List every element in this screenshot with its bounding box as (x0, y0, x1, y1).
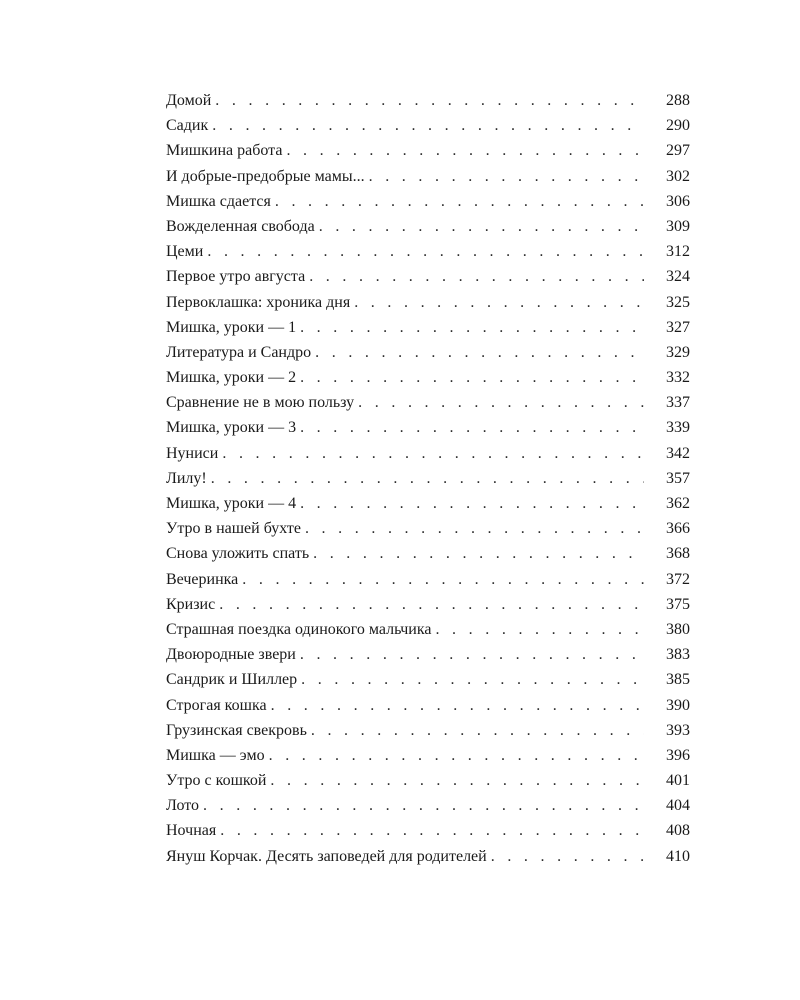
toc-entry (166, 365, 690, 390)
toc-entry (166, 667, 690, 692)
dot-leader (222, 441, 644, 466)
toc-entry (166, 491, 690, 516)
toc-entry (166, 189, 690, 214)
toc-entry (166, 415, 690, 440)
toc-entry-title: Вечеринка (166, 570, 239, 588)
toc-entry-page: 393 (666, 721, 690, 739)
dot-leader (270, 768, 644, 793)
dot-leader (369, 164, 644, 189)
toc-entry-title: Нуниси (166, 444, 219, 462)
toc-entry-page: 380 (666, 620, 690, 638)
toc-entry-page: 390 (666, 696, 690, 714)
dot-leader (305, 516, 644, 541)
toc-entry-page: 302 (666, 167, 690, 185)
toc-entry (166, 617, 690, 642)
toc-entry-title: Первоклашка: хроника дня (166, 293, 351, 311)
toc-entry-page: 309 (666, 217, 690, 235)
toc-entry-title: Строгая кошка (166, 696, 267, 714)
toc-entry (166, 693, 690, 718)
toc-entry-title: Лилу! (166, 469, 207, 487)
toc-entry (166, 214, 690, 239)
toc-entry-page: 375 (666, 595, 690, 613)
toc-entry-title: Лото (166, 797, 200, 815)
toc-entry-title: Вожделенная свобода (166, 217, 315, 235)
dot-leader (319, 214, 644, 239)
toc-entry-title: Януш Корчак. Десять заповедей для родителей (166, 847, 487, 865)
toc-entry (166, 164, 690, 189)
dot-leader (311, 718, 644, 743)
toc-entry (166, 88, 690, 113)
toc-entry (166, 541, 690, 566)
dot-leader (211, 466, 644, 491)
dot-leader (300, 365, 644, 390)
toc-entry-page: 357 (666, 469, 690, 487)
toc-entry-title: Домой (166, 92, 212, 109)
dot-leader (300, 642, 644, 667)
dot-leader (269, 743, 644, 768)
toc-entry-page: 383 (666, 646, 690, 664)
toc-entry-page: 362 (666, 495, 690, 512)
toc-entry-title: Утро с кошкой (166, 772, 267, 790)
toc-entry-page: 401 (666, 772, 690, 790)
toc-entry-page: 332 (666, 369, 690, 387)
toc-entry-page: 312 (666, 243, 690, 261)
toc-entry-title: Мишка, уроки — 3 (166, 419, 297, 437)
toc-entry (166, 340, 690, 365)
toc-entry-page: 329 (666, 343, 690, 361)
dot-leader (313, 541, 644, 566)
toc-entry (166, 743, 690, 768)
toc-entry-title: Цеми (166, 243, 204, 261)
toc-entry (166, 390, 690, 415)
toc-entry-page: 366 (666, 520, 690, 538)
toc-entry-page: 396 (666, 746, 690, 764)
toc-entry-title: Литература и Сандро (166, 343, 312, 361)
dot-leader (300, 315, 644, 340)
toc-entry (166, 592, 690, 617)
toc-entry-page: 339 (666, 419, 690, 437)
toc-entry-title: Утро в нашей бухте (166, 520, 301, 538)
toc-entry-page: 385 (666, 671, 690, 689)
toc-entry (166, 239, 690, 264)
toc-entry (166, 768, 690, 793)
toc-entry-title: Сравнение не в мою пользу (166, 394, 355, 412)
dot-leader (220, 818, 644, 843)
toc-entry-title: Грузинская свекровь (166, 721, 307, 739)
toc-entry (166, 441, 690, 466)
toc-entry (166, 718, 690, 743)
toc-entry-title: Кризис (166, 595, 216, 613)
dot-leader (286, 138, 644, 163)
dot-leader (435, 617, 644, 642)
toc-entry-page: 410 (666, 847, 690, 865)
toc-entry-title: Мишка, уроки — 2 (166, 369, 297, 387)
toc-entry-title: Мишка, уроки — 4 (166, 495, 297, 512)
dot-leader (315, 340, 644, 365)
toc-entry-title: Снова уложить спать (166, 545, 310, 563)
toc-entry-page: 290 (666, 117, 690, 135)
dot-leader (309, 264, 644, 289)
toc-entry (166, 138, 690, 163)
toc-entry-title: Первое утро августа (166, 268, 306, 286)
toc-entry (166, 290, 690, 315)
toc-entry-title: Мишка, уроки — 1 (166, 318, 297, 336)
toc-entry-page: 297 (666, 142, 690, 160)
toc-entry-title: Сандрик и Шиллер (166, 671, 298, 689)
toc-entry (166, 466, 690, 491)
dot-leader (207, 239, 644, 264)
toc-entry-page: 408 (666, 822, 690, 840)
toc-entry (166, 844, 690, 869)
toc-entry (166, 793, 690, 818)
dot-leader (215, 88, 644, 113)
toc-entry (166, 264, 690, 289)
toc-entry-page: 327 (666, 318, 690, 336)
table-of-contents (166, 88, 690, 869)
dot-leader (242, 567, 644, 592)
toc-entry-page: 372 (666, 570, 690, 588)
toc-entry (166, 567, 690, 592)
dot-leader (271, 693, 644, 718)
toc-entry-title: Мишка — эмо (166, 746, 265, 764)
dot-leader (275, 189, 644, 214)
toc-entry-title: Страшная поездка одинокого мальчика (166, 620, 432, 638)
toc-entry-page: 368 (666, 545, 690, 563)
dot-leader (203, 793, 644, 818)
toc-entry-page: 306 (666, 192, 690, 210)
toc-entry-title: И добрые-предобрые мамы... (166, 167, 365, 185)
toc-entry-title: Ночная (166, 822, 217, 840)
toc-entry (166, 642, 690, 667)
toc-entry-title: Мишка сдается (166, 192, 271, 210)
toc-entry (166, 315, 690, 340)
dot-leader (212, 113, 644, 138)
dot-leader (219, 592, 644, 617)
toc-entry-title: Садик (166, 117, 209, 135)
toc-entry (166, 113, 690, 138)
toc-entry-page: 404 (666, 797, 690, 815)
toc-entry-title: Двоюродные звери (166, 646, 296, 664)
toc-entry-page: 288 (666, 92, 690, 109)
toc-entry-page: 337 (666, 394, 690, 412)
toc-entry-title: Мишкина работа (166, 142, 283, 160)
toc-entry-page: 342 (666, 444, 690, 462)
dot-leader (300, 491, 644, 516)
toc-entry-page: 325 (666, 293, 690, 311)
dot-leader (301, 667, 644, 692)
toc-entry (166, 516, 690, 541)
dot-leader (358, 390, 644, 415)
toc-entry-page: 324 (666, 268, 690, 286)
dot-leader (354, 290, 644, 315)
dot-leader (300, 415, 644, 440)
dot-leader (491, 844, 644, 869)
toc-entry (166, 818, 690, 843)
